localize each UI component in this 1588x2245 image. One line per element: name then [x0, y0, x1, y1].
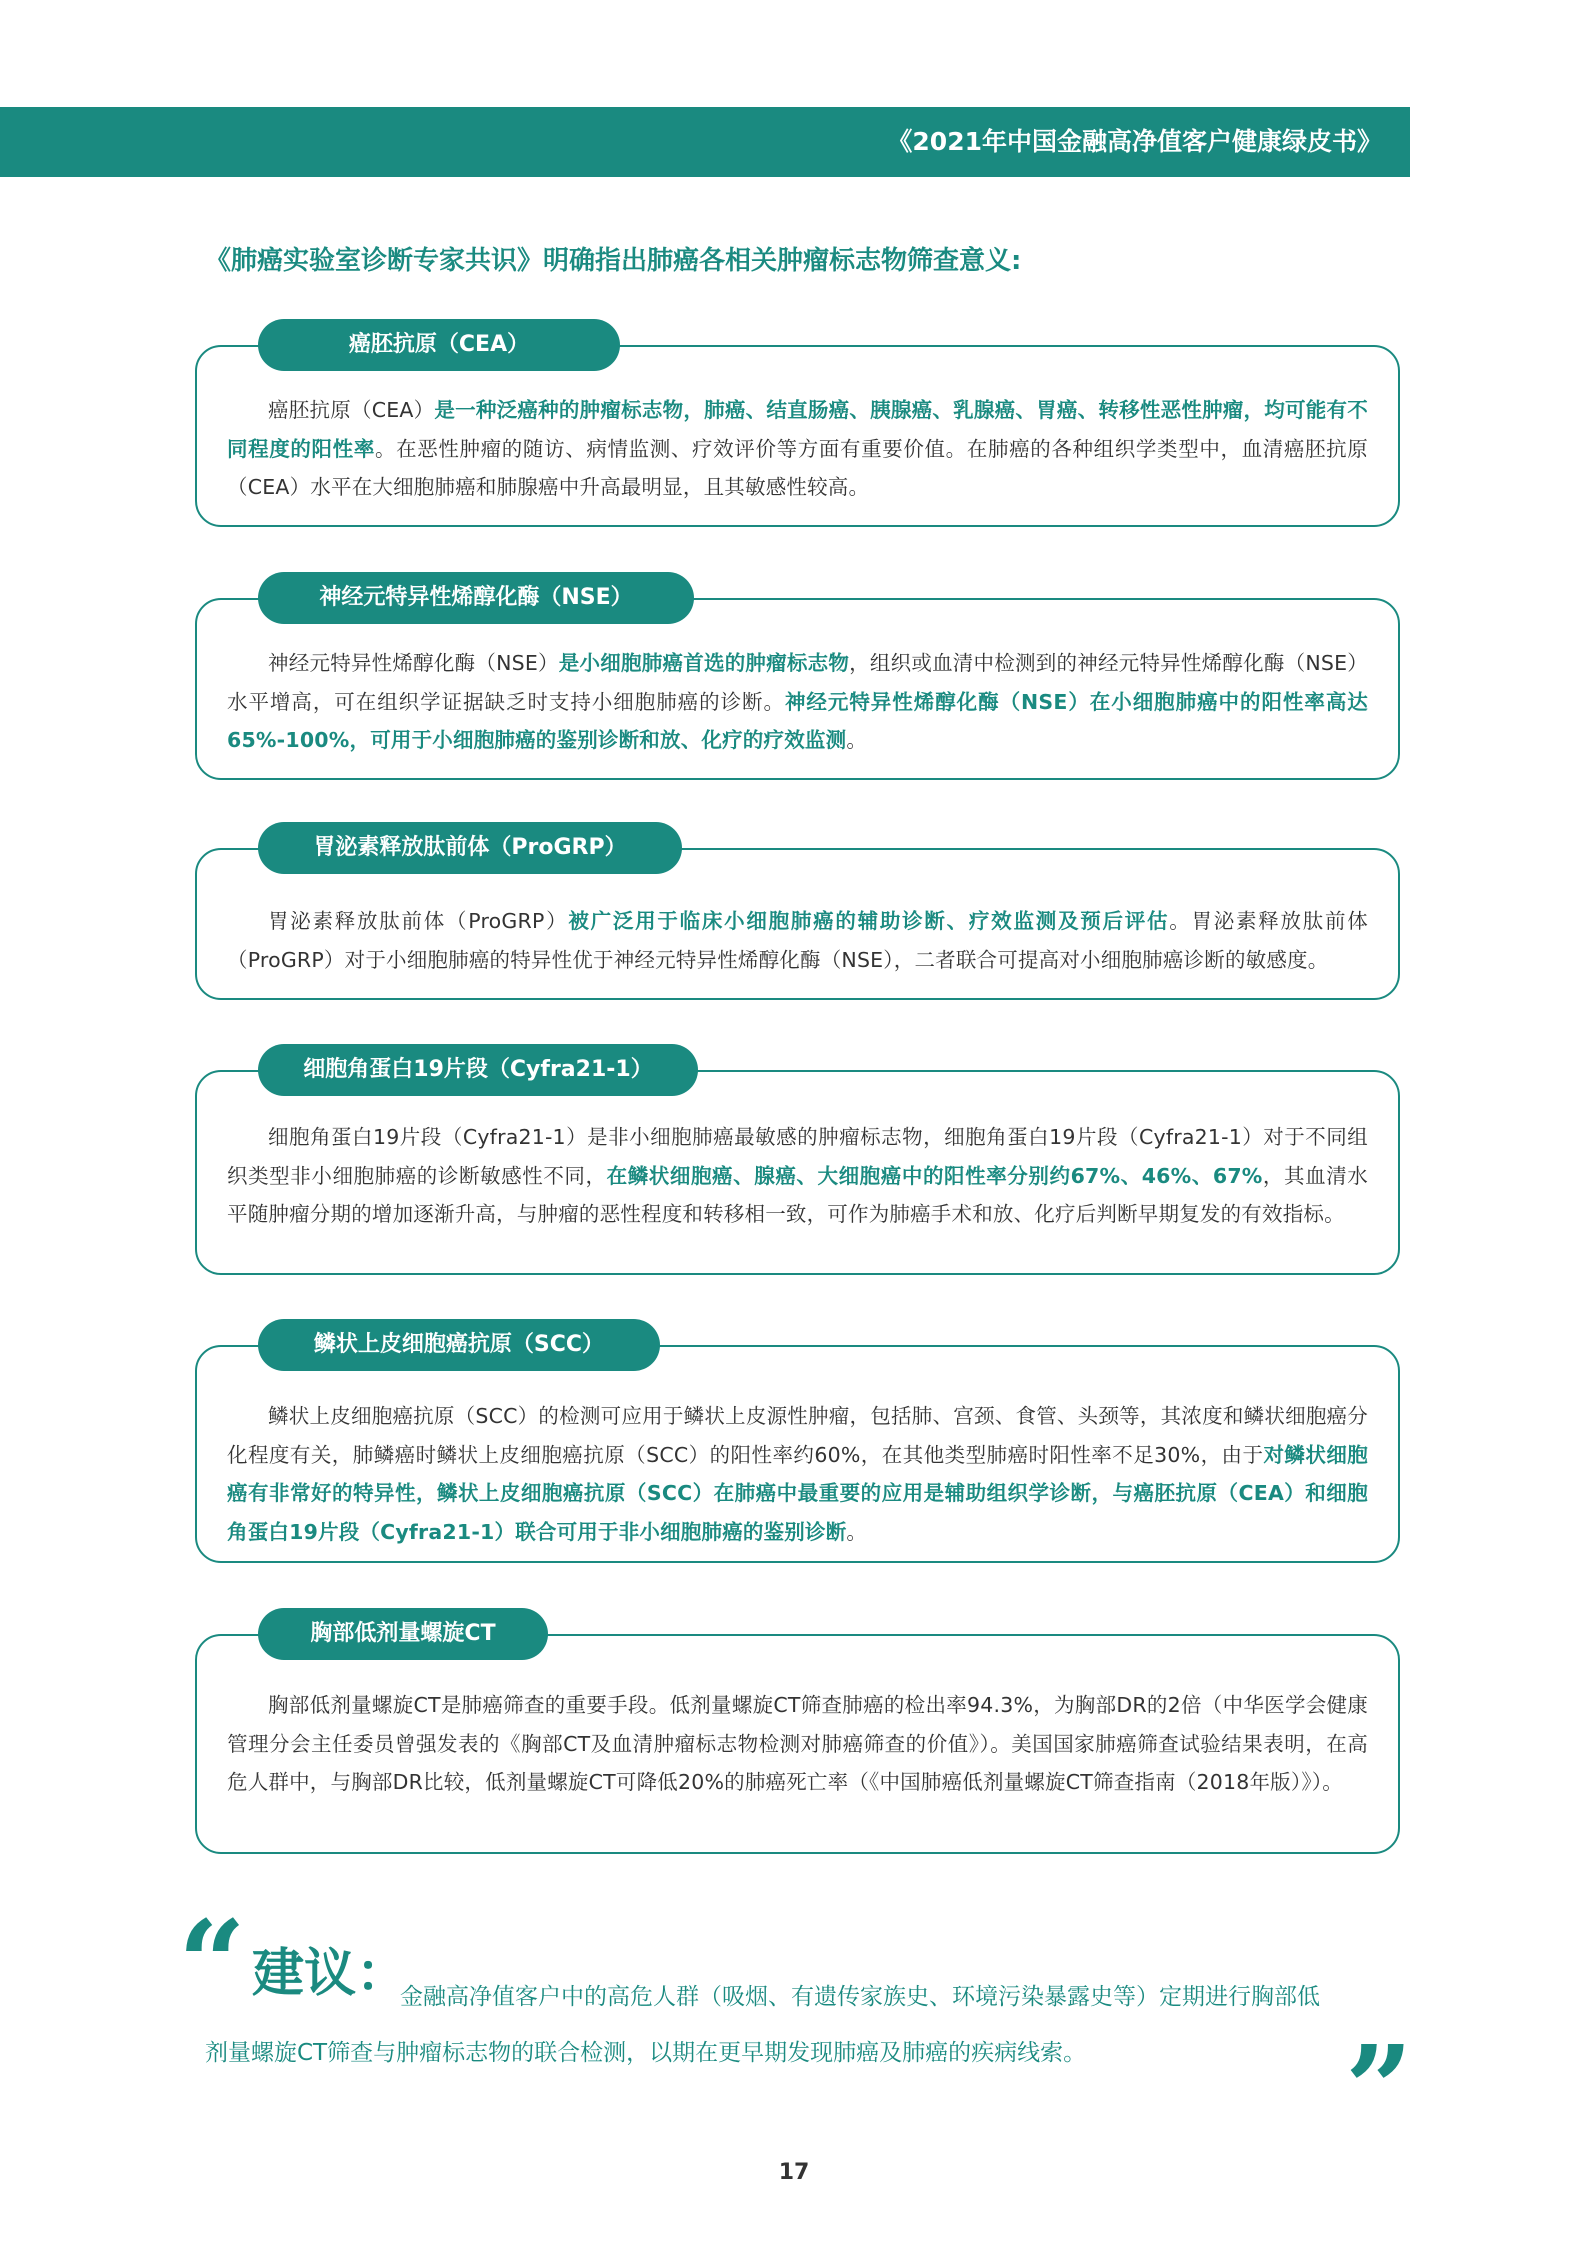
close-quote-icon: ” — [1345, 2019, 1413, 2158]
advice-text-line-1: 金融高净值客户中的高危人群（吸烟、有遗传家族史、环境污染暴露史等）定期进行胸部低 — [400, 1984, 1320, 2010]
section-body — [197, 1072, 1398, 1234]
section-title-cea: 癌胚抗原（CEA） — [258, 319, 620, 371]
highlight-segment: 是一种泛癌种的肿瘤标志物，肺癌、结直肠癌、胰腺癌、乳腺癌、胃癌、转移性恶性肿瘤，均可能有不同程度的阳性率 — [227, 398, 1368, 461]
advice-label: 建议： — [252, 1944, 409, 2004]
advice-text-line-2: 剂量螺旋CT筛查与肿瘤标志物的联合检测，以期在更早期发现肺癌及肺癌的疾病线索。 — [205, 2040, 1087, 2066]
text-segment: 胃泌素释放肽前体（ProGRP） — [268, 909, 569, 933]
section-card-cyfra — [195, 1070, 1400, 1275]
text-segment: 鳞状上皮细胞癌抗原（SCC）的检测可应用于鳞状上皮源性肿瘤，包括肺、宫颈、食管、头颈等，其浓度和鳞状细胞癌分化程度有关，肺鳞癌时鳞状上皮细胞癌抗原（SCC）的阳性率约60%，在其他类型肺癌时阳性率不足30%，由于 — [227, 1404, 1368, 1467]
section-title-cyfra: 细胞角蛋白19片段（Cyfra21-1） — [258, 1044, 698, 1096]
text-segment: ，组织或血清中检测到的神经元特异性烯醇化酶（NSE）水平增高，可在组织学证据缺乏时支持小细胞肺癌的诊断。 — [227, 651, 1368, 714]
highlight-segment: 在鳞状细胞癌、腺癌、大细胞癌中的阳性率分别约67%、46%、67% — [606, 1163, 1263, 1188]
section-card-nse — [195, 598, 1400, 780]
text-segment: 胸部低剂量螺旋CT是肺癌筛查的重要手段。低剂量螺旋CT筛查肺癌的检出率94.3%，为胸部DR的2倍（中华医学会健康管理分会主任委员曾强发表的《胸部CT及血清肿瘤标志物检测对肺癌筛查的价值》）。美国国家肺癌筛查试验结果表明，在高危人群中，与胸部DR比较，低剂量螺旋CT可降低20%的肺癌死亡率（《中国肺癌低剂量螺旋CT筛查指南（2018年版）》）。 — [227, 1693, 1368, 1794]
open-quote-icon: “ — [178, 1894, 246, 2033]
section-card-scc — [195, 1345, 1400, 1563]
document-title: 《2021年中国金融高净值客户健康绿皮书》 — [887, 127, 1382, 156]
text-segment: 。胃泌素释放肽前体（ProGRP）对于小细胞肺癌的特异性优于神经元特异性烯醇化酶（NSE），二者联合可提高对小细胞肺癌诊断的敏感度。 — [227, 909, 1368, 972]
highlight-segment: 神经元特异性烯醇化酶（NSE）在小细胞肺癌中的阳性率高达65%-100%，可用于小细胞肺癌的鉴别诊断和放、化疗的疗效监测 — [227, 689, 1368, 752]
text-segment: 。 — [846, 1519, 868, 1544]
section-body — [197, 1636, 1398, 1802]
text-segment: 癌胚抗原（CEA） — [268, 398, 435, 422]
text-segment: 细胞角蛋白19片段（Cyfra21-1）是非小细胞肺癌最敏感的肿瘤标志物，细胞角蛋白19片段（Cyfra21-1）对于不同组织类型非小细胞肺癌的诊断敏感性不同， — [227, 1125, 1368, 1188]
highlight-segment: 被广泛用于临床小细胞肺癌的辅助诊断、疗效监测及预后评估 — [568, 909, 1170, 933]
highlight-segment: 对鳞状细胞癌有非常好的特异性，鳞状上皮细胞癌抗原（SCC）在肺癌中最重要的应用是辅助组织学诊断，与癌胚抗原（CEA）和细胞角蛋白19片段（Cyfra21-1）联合可用于非小细胞肺癌的鉴别诊断 — [227, 1442, 1368, 1544]
section-card-cea — [195, 345, 1400, 527]
page-number: 17 — [778, 2160, 810, 2185]
section-title-progrp: 胃泌素释放肽前体（ProGRP） — [258, 822, 682, 874]
section-title-scc: 鳞状上皮细胞癌抗原（SCC） — [258, 1319, 660, 1371]
section-title-ct: 胸部低剂量螺旋CT — [258, 1608, 548, 1660]
section-title-nse: 神经元特异性烯醇化酶（NSE） — [258, 572, 694, 624]
intro-heading: 《肺癌实验室诊断专家共识》明确指出肺癌各相关肿瘤标志物筛查意义: — [205, 246, 1022, 276]
header-band — [0, 107, 1410, 177]
section-card-ct — [195, 1634, 1400, 1854]
text-segment: ，其血清水平随肿瘤分期的增加逐渐升高，与肿瘤的恶性程度和转移相一致，可作为肺癌手术和放、化疗后判断早期复发的有效指标。 — [227, 1163, 1368, 1226]
text-segment: 神经元特异性烯醇化酶（NSE） — [268, 651, 559, 675]
text-segment: 。在恶性肿瘤的随访、病情监测、疗效评价等方面有重要价值。在肺癌的各种组织学类型中，血清癌胚抗原（CEA）水平在大细胞肺癌和肺腺癌中升高最明显，且其敏感性较高。 — [227, 436, 1368, 499]
text-segment: 。 — [846, 728, 868, 752]
section-body — [197, 1347, 1398, 1551]
highlight-segment: 是小细胞肺癌首选的肿瘤标志物 — [558, 651, 850, 675]
